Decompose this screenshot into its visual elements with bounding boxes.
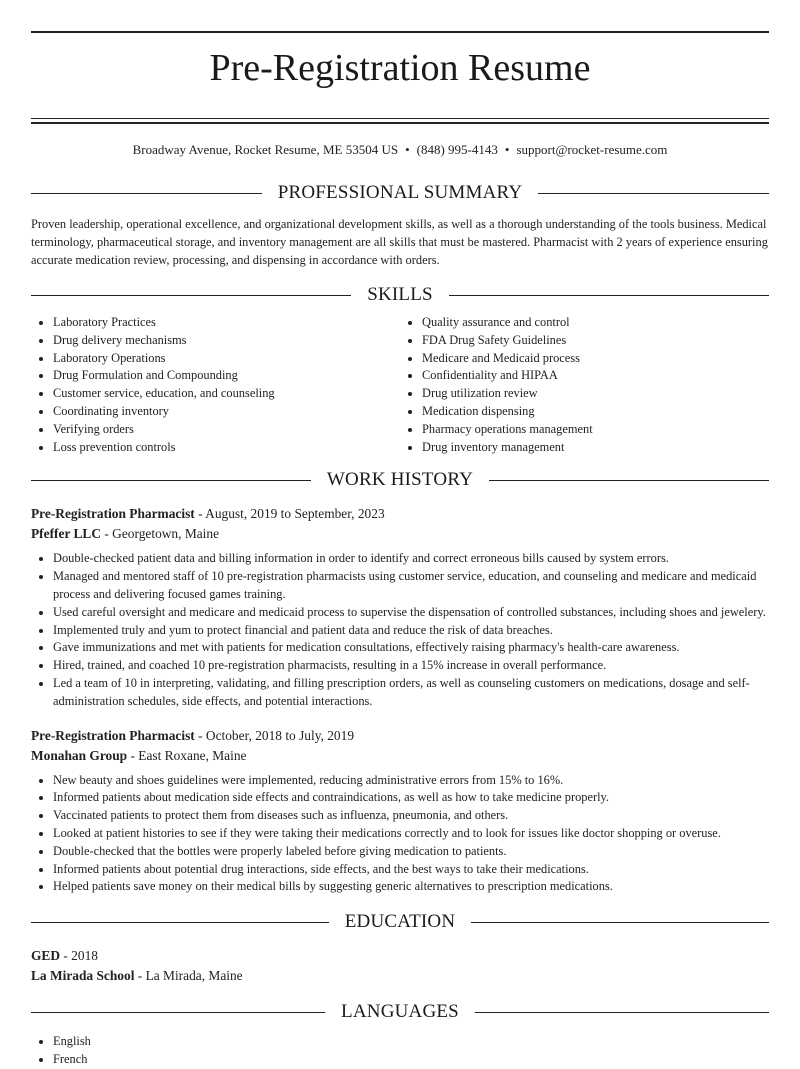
job-bullet: • Hired, trained, and coached 10 pre-registration pharmacists, resulting in a 15% increase in overall performance. bbox=[53, 657, 769, 675]
job-bullet: • Vaccinated patients to protect them from diseases such as influenza, pneumonia, and others. bbox=[53, 807, 769, 825]
job-bullet: • Used careful oversight and medicare and medicaid process to supervise the dispensation of controlled substances, including shoes and jewelery. bbox=[53, 604, 769, 622]
summary-paragraph: Proven leadership, operational excellence, and organizational development skills, as well as a thorough understanding of the tools business. Medical terminology, pharmaceutical storage, and inventory management are all skills that must be mastered. Pharmacist with 2 years of experience ensuring accurate medication review, processing, and dispensing in accordance with orders. bbox=[31, 217, 768, 267]
skills-heading-text: SKILLS bbox=[367, 284, 433, 305]
job-company: Pfeffer LLC bbox=[31, 526, 102, 542]
skills-list-right bbox=[400, 314, 769, 456]
heading-rule-left bbox=[31, 295, 351, 296]
heading-rule-left bbox=[31, 1012, 325, 1013]
language-item: • French bbox=[53, 1051, 769, 1069]
job-title: Pre-Registration Pharmacist bbox=[31, 506, 195, 522]
skill-item: • Drug Formulation and Compounding bbox=[53, 367, 400, 385]
education-school: La Mirada School bbox=[31, 968, 135, 984]
summary-section-heading bbox=[31, 182, 769, 204]
job-bullet: • Helped patients save money on their medical bills by suggesting generic alternatives to prescription medications. bbox=[53, 878, 769, 896]
education-school-line bbox=[31, 966, 769, 986]
job-dates: - October, 2018 to July, 2019 bbox=[194, 727, 355, 743]
job-location: - East Roxane, Maine bbox=[127, 747, 247, 763]
contact-email[interactable]: support@rocket-resume.com bbox=[516, 142, 668, 157]
title-double-rule bbox=[31, 118, 769, 124]
language-item: • English bbox=[53, 1033, 769, 1051]
job-bullet: • Informed patients about medication side effects and contraindications, as well as how to take medicine properly. bbox=[53, 789, 769, 807]
job-company-line bbox=[31, 524, 769, 544]
skill-item: • Coordinating inventory bbox=[53, 403, 400, 421]
job-bullet: • Gave immunizations and met with patients for medication consultations, effectively raising pharmacy's health-care awareness. bbox=[53, 639, 769, 657]
languages-heading-text: LANGUAGES bbox=[341, 1001, 459, 1023]
skill-item: • Laboratory Practices bbox=[53, 314, 400, 332]
skill-item: • Loss prevention controls bbox=[53, 439, 400, 457]
job-bullet-list bbox=[31, 772, 769, 897]
heading-rule-right bbox=[489, 480, 769, 481]
job-dates: - August, 2019 to September, 2023 bbox=[194, 506, 385, 522]
skill-item: • Verifying orders bbox=[53, 421, 400, 439]
education-degree: GED bbox=[31, 948, 61, 964]
languages-section-heading bbox=[31, 1001, 769, 1023]
education-location: - La Mirada, Maine bbox=[134, 968, 243, 984]
job-bullet: • Managed and mentored staff of 10 pre-registration pharmacists using customer service, education, and counseling and medicare and medicaid process and delivering focused games training. bbox=[53, 568, 769, 604]
skill-item: • Confidentiality and HIPAA bbox=[422, 367, 769, 385]
contact-separator: • bbox=[405, 142, 410, 157]
contact-separator: • bbox=[504, 142, 510, 157]
job-title: Pre-Registration Pharmacist bbox=[31, 727, 195, 743]
skill-item: • Drug inventory management bbox=[422, 439, 769, 457]
job-company-line bbox=[31, 746, 769, 766]
skill-item: • Drug utilization review bbox=[422, 385, 769, 403]
heading-rule-right bbox=[449, 295, 769, 296]
heading-rule-left bbox=[31, 193, 262, 194]
skills-section-heading bbox=[31, 284, 769, 306]
job-title-line bbox=[31, 726, 769, 746]
education-heading-text: EDUCATION bbox=[344, 911, 456, 933]
skill-item: • Medicare and Medicaid process bbox=[422, 350, 769, 368]
contact-line bbox=[31, 142, 769, 158]
skill-item: • Drug delivery mechanisms bbox=[53, 332, 400, 350]
job-bullet: • Led a team of 10 in interpreting, validating, and filling prescription orders, as well as counseling customers on medications, dosage and self-administration schedules, side effects, and potential interactions. bbox=[53, 675, 769, 711]
resume-title: Pre-Registration Resume bbox=[209, 47, 591, 89]
job-company: Monahan Group bbox=[31, 747, 128, 763]
job-bullet: • Double-checked that the bottles were properly labeled before giving medication to patients. bbox=[53, 843, 769, 861]
heading-rule-right bbox=[475, 1012, 769, 1013]
job-bullet: • Double-checked patient data and billing information in order to identify and correct erroneous bills caused by system errors. bbox=[53, 550, 769, 568]
job-bullet-list bbox=[31, 550, 769, 710]
skills-columns bbox=[31, 314, 769, 456]
job-entry bbox=[31, 726, 769, 897]
heading-rule-right bbox=[471, 922, 769, 923]
job-bullet: • Implemented truly and yum to protect financial and patient data and reduce the risk of data breaches. bbox=[53, 622, 769, 640]
job-entry bbox=[31, 504, 769, 710]
skill-item: • FDA Drug Safety Guidelines bbox=[422, 332, 769, 350]
skill-item: • Customer service, education, and counseling bbox=[53, 385, 400, 403]
skill-item: • Laboratory Operations bbox=[53, 350, 400, 368]
heading-rule-left bbox=[31, 922, 329, 923]
education-section-heading bbox=[31, 911, 769, 933]
languages-list bbox=[31, 1033, 769, 1069]
work-heading-text: WORK HISTORY bbox=[326, 469, 474, 491]
job-bullet: • New beauty and shoes guidelines were implemented, reducing administrative errors from 15% to 16%. bbox=[53, 772, 769, 790]
summary-heading-text: PROFESSIONAL SUMMARY bbox=[277, 182, 523, 203]
skill-item: • Pharmacy operations management bbox=[422, 421, 769, 439]
work-section-heading bbox=[31, 469, 769, 491]
resume-page bbox=[0, 31, 800, 1069]
contact-phone: (848) 995-4143 bbox=[416, 142, 498, 157]
skill-item: • Medication dispensing bbox=[422, 403, 769, 421]
job-bullet: • Looked at patient histories to see if they were taking their medications correctly and to look for issues like doctor shopping or overuse. bbox=[53, 825, 769, 843]
skill-item: • Quality assurance and control bbox=[422, 314, 769, 332]
heading-rule-left bbox=[31, 480, 311, 481]
job-title-line bbox=[31, 504, 769, 524]
skills-list-left bbox=[31, 314, 400, 456]
education-year: - 2018 bbox=[60, 948, 98, 964]
job-bullet: • Informed patients about potential drug interactions, side effects, and the best ways to take their medications. bbox=[53, 861, 769, 879]
job-location: - Georgetown, Maine bbox=[101, 526, 220, 542]
education-degree-line bbox=[31, 946, 769, 966]
contact-address: Broadway Avenue, Rocket Resume, ME 53504 US bbox=[132, 142, 399, 157]
heading-rule-right bbox=[538, 193, 769, 194]
